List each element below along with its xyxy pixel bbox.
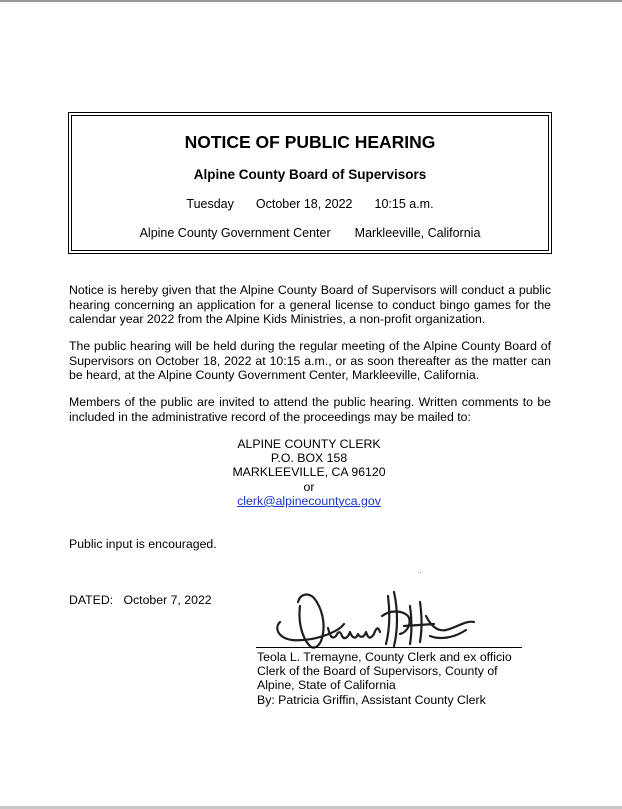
- hearing-date: October 18, 2022: [255, 197, 353, 211]
- mailing-address: [200, 437, 418, 508]
- notice-title: NOTICE OF PUBLIC HEARING: [184, 132, 436, 152]
- hearing-datetime: [72, 197, 548, 211]
- notice-paragraph: Notice is hereby given that the Alpine County Board of Supervisors will conduct a public hearing concerning an application for a general license to conduct bingo games for the calendar year 2022 from the Alpine Kids Ministries, a non-profit organization.: [69, 283, 551, 326]
- signatory-block: [257, 650, 557, 707]
- hearing-location: [72, 226, 548, 240]
- handwritten-signature: [270, 586, 480, 654]
- address-or: or: [303, 479, 315, 494]
- signatory-line-2: Clerk of the Board of Supervisors, County of: [257, 664, 498, 679]
- notice-header-box: [68, 112, 552, 254]
- dated-label: DATED:: [69, 593, 114, 607]
- signatory-line-4: By: Patricia Griffin, Assistant County Clerk: [257, 692, 486, 707]
- hearing-paragraph: The public hearing will be held during the regular meeting of the Alpine County Board of Supervisors on October 18, 2022 at 10:15 a.m., or as soon thereafter as the matter can be heard, at the Alpine County Government Center, Markleeville, California.: [69, 339, 551, 382]
- stray-dot: [420, 572, 421, 573]
- hearing-city: Markleeville, California: [354, 226, 481, 240]
- hearing-day: Tuesday: [186, 197, 234, 211]
- comments-paragraph: Members of the public are invited to attend the public hearing. Written comments to be included in the administrative record of the proceedings may be mailed to:: [69, 395, 551, 424]
- top-border: [0, 0, 622, 2]
- board-name: Alpine County Board of Supervisors: [193, 167, 427, 182]
- notice-header-inner-border: [71, 115, 549, 251]
- hearing-time: 10:15 a.m.: [374, 197, 434, 211]
- dated-line: [69, 593, 212, 607]
- hearing-venue: Alpine County Government Center: [139, 226, 331, 240]
- public-input-statement: Public input is encouraged.: [69, 537, 217, 551]
- address-line-2: P.O. BOX 158: [270, 451, 348, 466]
- address-line-1: ALPINE COUNTY CLERK: [237, 437, 381, 451]
- signatory-line-3: Alpine, State of California: [257, 678, 396, 693]
- address-line-3: MARKLEEVILLE, CA 96120: [232, 465, 386, 480]
- dated-value: October 7, 2022: [123, 593, 212, 607]
- signature-line: [256, 647, 522, 648]
- clerk-email-link[interactable]: clerk@alpinecountyca.gov: [237, 493, 381, 508]
- signatory-line-1: Teola L. Tremayne, County Clerk and ex officio: [257, 650, 512, 664]
